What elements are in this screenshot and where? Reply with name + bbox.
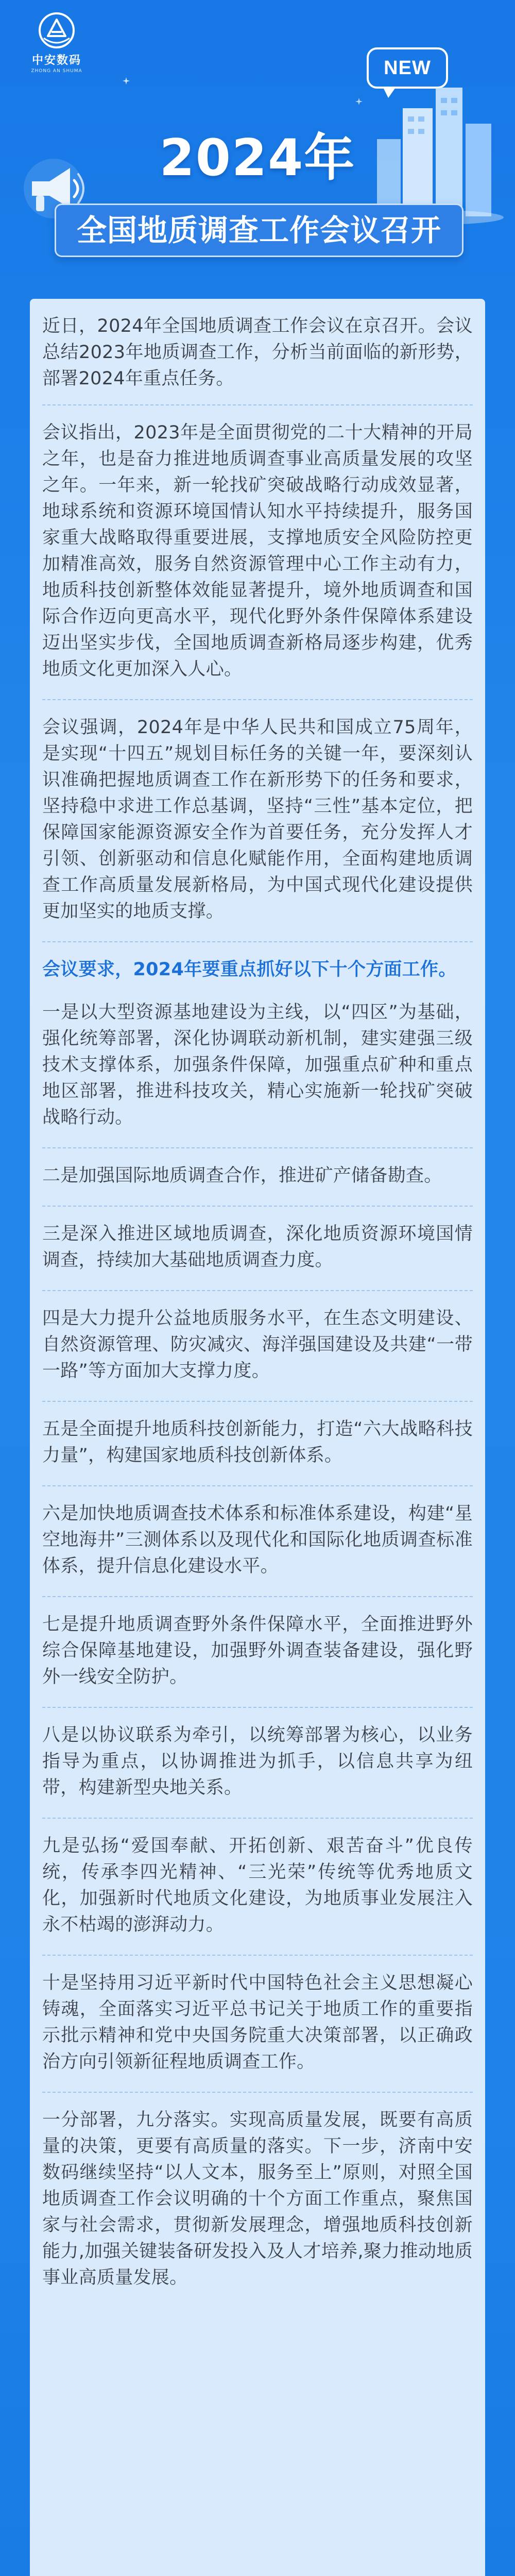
divider: [42, 1818, 473, 1819]
task-item-2: 二是加强国际地质调查合作，推进矿产储备勘查。: [42, 1165, 442, 1186]
article-paragraph: 会议指出，2023年是全面贯彻党的二十大精神的开局之年，也是奋力推进地质调查事业高质量发展的攻坚之年。一年来，新一轮找矿突破战略行动成效显著，地球系统和资源环境国情认知水平持续提升，服务国家重大战略取得重要进展，支撑地质安全风险防控更加精准高效，服务自然资源管理中心工作主动有力，地质科技创新整体效能显著提升，境外地质调查和国际合作迈向更高水平，现代化野外条件保障体系建设迈出坚实步伐，全国地质调查新格局逐步构建，优秀地质文化更加深入人心。: [42, 422, 473, 680]
divider: [42, 1290, 473, 1291]
year-title: 2024年: [159, 129, 356, 188]
task-item-3: 三是深入推进区域地质调查，深化地质资源环境国情调查，持续加大基础地质调查力度。: [42, 1224, 473, 1270]
divider: [42, 1485, 473, 1486]
divider: [42, 1206, 473, 1207]
new-badge: NEW: [367, 47, 448, 89]
divider: [42, 1401, 473, 1402]
page-title: 全国地质调查工作会议召开: [76, 213, 441, 248]
article-paragraph: 近日，2024年全国地质调查工作会议在京召开。会议总结2023年地质调查工作，分析当前面临的新形势，部署2024年重点任务。: [42, 316, 473, 389]
article-card: [30, 299, 485, 2576]
divider: [42, 404, 473, 405]
sparkle-icon: [123, 77, 130, 84]
divider: [42, 2092, 473, 2093]
logo-text: 中安数码: [31, 54, 81, 67]
task-item-10: 十是坚持用习近平新时代中国特色社会主义思想凝心铸魂，全面落实习近平总书记关于地质工作的重要指示批示精神和党中央国务院重大决策部署，以正确政治方向引领新征程地质调查工作。: [42, 1973, 473, 2072]
task-item-7: 七是提升地质调查野外条件保障水平，全面推进野外综合保障基地建设，加强野外调查装备建设，强化野外一线安全防护。: [42, 1614, 473, 1687]
logo-subtext: ZHONG AN SHUMA: [31, 69, 82, 74]
sparkle-icon: [355, 98, 363, 105]
task-item-1: 一是以大型资源基地建设为主线，以“四区”为基础，强化统筹部署，深化协调联动新机制，建实建强三级技术支撑体系，加强条件保障，加强重点矿种和重点地区部署，推进科技攻关，精心实施新一轮找矿突破战略行动。: [42, 1002, 473, 1128]
header-banner: [0, 0, 515, 278]
title-banner: [55, 204, 464, 257]
logo-mark-icon: [38, 11, 76, 49]
task-item-4: 四是大力提升公益地质服务水平，在生态文明建设、自然资源管理、防灾减灾、海洋强国建设及共建“一带一路”等方面加大支撑力度。: [42, 1308, 473, 1381]
divider: [42, 699, 473, 700]
article-paragraph: 一分部署，九分落实。实现高质量发展，既要有高质量的决策，更要有高质量的落实。下一步，济南中安数码继续坚持“以人文本，服务至上”原则，对照全国地质调查工作会议明确的十个方面工作重点，聚焦国家与社会需求，贯彻新发展理念，增强地质科技创新能力,加强关键装备研发投入及人才培养,聚力推动地质事业高质量发展。: [42, 2110, 473, 2288]
brand-logo[interactable]: [15, 11, 98, 78]
section-heading: 会议要求，2024年要重点抓好以下十个方面工作。: [42, 959, 457, 980]
divider: [42, 1596, 473, 1597]
task-item-9: 九是弘扬“爱国奉献、开拓创新、艰苦奋斗”优良传统，传承李四光精神、“三光荣”传统等优秀地质文化，加强新时代地质文化建设，为地质事业发展注入永不枯竭的澎湃动力。: [42, 1836, 473, 1935]
divider: [42, 1707, 473, 1708]
task-item-8: 八是以协议联系为牵引，以统筹部署为核心，以业务指导为重点，以协调推进为抓手，以信息共享为纽带，构建新型央地关系。: [42, 1725, 473, 1798]
task-item-5: 五是全面提升地质科技创新能力，打造“六大战略科技力量”，构建国家地质科技创新体系。: [42, 1419, 473, 1466]
divider: [42, 941, 473, 942]
divider: [42, 1147, 473, 1148]
divider: [42, 1955, 473, 1956]
article-paragraph: 会议强调，2024年是中华人民共和国成立75周年，是实现“十四五”规划目标任务的关键一年，要深刻认识准确把握地质调查工作在新形势下的任务和要求，坚持稳中求进工作总基调，坚持“三性”基本定位，把保障国家能源资源安全作为首要任务，充分发挥人才引领、创新驱动和信息化赋能作用，全面构建地质调查工作高质量发展新格局，为中国式现代化建设提供更加坚实的地质支撑。: [42, 717, 473, 922]
task-item-6: 六是加快地质调查技术体系和标准体系建设，构建“星空地海井”三测体系以及现代化和国际化地质调查标准体系，提升信息化建设水平。: [42, 1503, 473, 1577]
